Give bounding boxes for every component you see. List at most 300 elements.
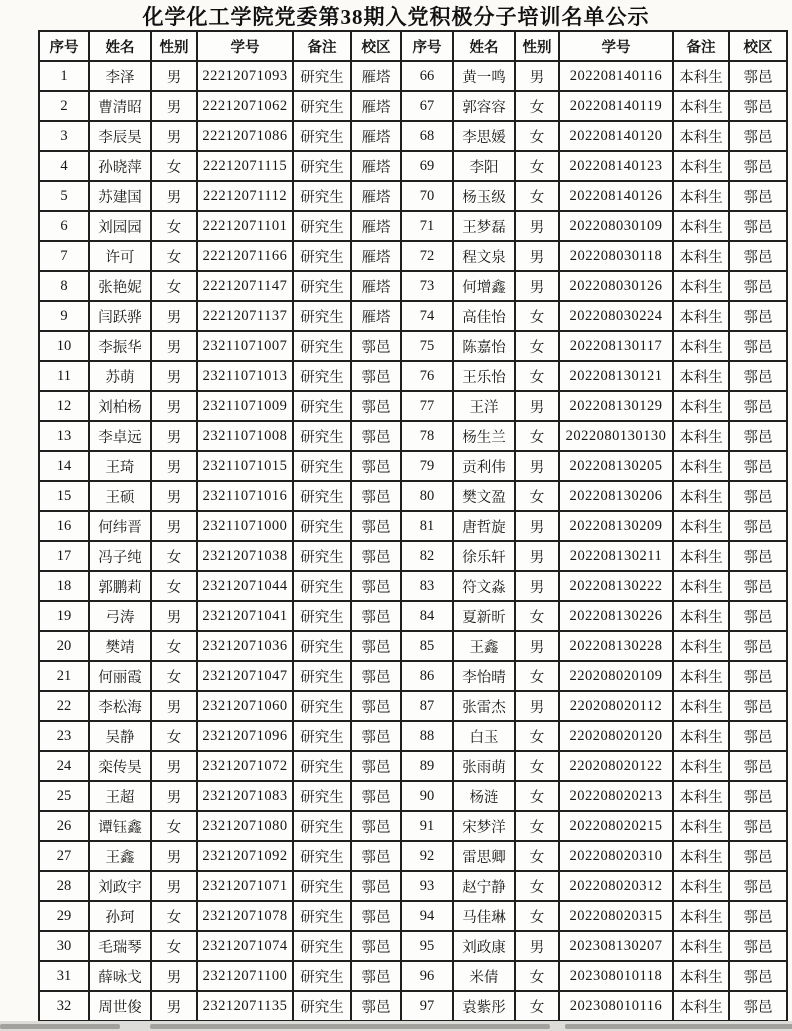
note-cell-right: 本科生: [673, 751, 729, 781]
header-row: [39, 31, 787, 61]
gender-cell-right: 男: [515, 241, 559, 271]
student-id-cell-right: 202208020310: [559, 841, 673, 871]
row-no-cell-right: 88: [401, 721, 453, 751]
name-cell-right: 夏新昕: [453, 601, 515, 631]
note-cell-right: 本科生: [673, 541, 729, 571]
page-edge-shadow: [0, 1021, 792, 1031]
note-cell-right: 本科生: [673, 271, 729, 301]
campus-cell-right: 鄠邑: [729, 91, 787, 121]
note-cell-left: 研究生: [293, 691, 351, 721]
campus-cell-right: 鄠邑: [729, 691, 787, 721]
student-id-cell-right: 202208130117: [559, 331, 673, 361]
student-id-cell-right: 202208030118: [559, 241, 673, 271]
row-no-cell-left: 15: [39, 481, 89, 511]
row-no-cell-right: 83: [401, 571, 453, 601]
student-id-cell-right: 220208020122: [559, 751, 673, 781]
row-no-cell-left: 6: [39, 211, 89, 241]
campus-cell-right: 鄠邑: [729, 361, 787, 391]
student-id-cell-left: 22212071115: [197, 151, 293, 181]
table-row: [39, 481, 787, 511]
row-no-cell-right: 70: [401, 181, 453, 211]
note-cell-left: 研究生: [293, 661, 351, 691]
campus-cell-right: 鄠邑: [729, 61, 787, 91]
student-id-cell-left: 23211071008: [197, 421, 293, 451]
table-row: [39, 631, 787, 661]
row-no-cell-left: 20: [39, 631, 89, 661]
row-no-cell-left: 30: [39, 931, 89, 961]
table-row: [39, 661, 787, 691]
table-row: [39, 331, 787, 361]
campus-cell-left: 鄠邑: [351, 331, 401, 361]
student-id-cell-left: 23211071013: [197, 361, 293, 391]
name-cell-right: 徐乐轩: [453, 541, 515, 571]
table-row: [39, 781, 787, 811]
student-id-cell-left: 23212071072: [197, 751, 293, 781]
note-cell-left: 研究生: [293, 901, 351, 931]
name-cell-right: 李思媛: [453, 121, 515, 151]
note-cell-right: 本科生: [673, 61, 729, 91]
name-cell-left: 许可: [89, 241, 151, 271]
note-cell-left: 研究生: [293, 451, 351, 481]
note-cell-right: 本科生: [673, 241, 729, 271]
row-no-cell-left: 12: [39, 391, 89, 421]
gender-cell-right: 女: [515, 361, 559, 391]
note-cell-right: 本科生: [673, 961, 729, 991]
table-row: [39, 931, 787, 961]
table-row: [39, 721, 787, 751]
note-cell-right: 本科生: [673, 511, 729, 541]
campus-cell-right: 鄠邑: [729, 331, 787, 361]
gender-cell-right: 女: [515, 151, 559, 181]
campus-cell-left: 雁塔: [351, 61, 401, 91]
name-cell-right: 陈嘉怡: [453, 331, 515, 361]
row-no-cell-right: 72: [401, 241, 453, 271]
gender-cell-right: 女: [515, 811, 559, 841]
table-row: [39, 841, 787, 871]
note-cell-left: 研究生: [293, 331, 351, 361]
row-no-cell-right: 71: [401, 211, 453, 241]
student-id-cell-right: 202208140119: [559, 91, 673, 121]
gender-cell-right: 女: [515, 841, 559, 871]
row-no-cell-right: 95: [401, 931, 453, 961]
table-row: [39, 121, 787, 151]
note-cell-left: 研究生: [293, 121, 351, 151]
student-id-cell-right: 220208020112: [559, 691, 673, 721]
gender-cell-right: 女: [515, 331, 559, 361]
note-cell-right: 本科生: [673, 331, 729, 361]
row-no-cell-right: 89: [401, 751, 453, 781]
student-id-cell-left: 23212071060: [197, 691, 293, 721]
row-no-cell-left: 32: [39, 991, 89, 1021]
header-index-left: 序号: [39, 31, 89, 61]
note-cell-left: 研究生: [293, 421, 351, 451]
note-cell-left: 研究生: [293, 181, 351, 211]
campus-cell-right: 鄠邑: [729, 121, 787, 151]
table-row: [39, 511, 787, 541]
name-cell-left: 李松海: [89, 691, 151, 721]
gender-cell-left: 女: [151, 211, 197, 241]
table-row: [39, 241, 787, 271]
name-cell-right: 高佳怡: [453, 301, 515, 331]
student-id-cell-left: 22212071166: [197, 241, 293, 271]
student-id-cell-right: 220208020120: [559, 721, 673, 751]
row-no-cell-right: 91: [401, 811, 453, 841]
table-row: [39, 571, 787, 601]
name-cell-left: 李振华: [89, 331, 151, 361]
gender-cell-left: 男: [151, 421, 197, 451]
student-id-cell-left: 23211071007: [197, 331, 293, 361]
campus-cell-left: 雁塔: [351, 91, 401, 121]
name-cell-right: 雷思卿: [453, 841, 515, 871]
row-no-cell-right: 92: [401, 841, 453, 871]
note-cell-right: 本科生: [673, 121, 729, 151]
campus-cell-right: 鄠邑: [729, 781, 787, 811]
campus-cell-right: 鄠邑: [729, 991, 787, 1021]
gender-cell-right: 女: [515, 751, 559, 781]
campus-cell-left: 鄠邑: [351, 811, 401, 841]
gender-cell-right: 男: [515, 61, 559, 91]
student-id-cell-right: 202208130205: [559, 451, 673, 481]
note-cell-left: 研究生: [293, 91, 351, 121]
table-row: [39, 541, 787, 571]
student-id-cell-right: 220208020109: [559, 661, 673, 691]
table-row: [39, 361, 787, 391]
campus-cell-left: 鄠邑: [351, 571, 401, 601]
table-row: [39, 61, 787, 91]
row-no-cell-right: 90: [401, 781, 453, 811]
student-id-cell-right: 202208130228: [559, 631, 673, 661]
note-cell-right: 本科生: [673, 361, 729, 391]
note-cell-right: 本科生: [673, 931, 729, 961]
campus-cell-right: 鄠邑: [729, 931, 787, 961]
note-cell-right: 本科生: [673, 571, 729, 601]
name-cell-left: 孙晓萍: [89, 151, 151, 181]
note-cell-left: 研究生: [293, 721, 351, 751]
row-no-cell-right: 73: [401, 271, 453, 301]
row-no-cell-right: 69: [401, 151, 453, 181]
student-id-cell-right: 202208030126: [559, 271, 673, 301]
header-student-id-left: 学号: [197, 31, 293, 61]
name-cell-left: 李泽: [89, 61, 151, 91]
campus-cell-right: 鄠邑: [729, 661, 787, 691]
campus-cell-right: 鄠邑: [729, 901, 787, 931]
name-cell-left: 李卓远: [89, 421, 151, 451]
note-cell-right: 本科生: [673, 721, 729, 751]
gender-cell-right: 女: [515, 601, 559, 631]
student-id-cell-left: 23212071044: [197, 571, 293, 601]
note-cell-left: 研究生: [293, 481, 351, 511]
header-name-right: 姓名: [453, 31, 515, 61]
note-cell-left: 研究生: [293, 271, 351, 301]
name-cell-right: 袁紫彤: [453, 991, 515, 1021]
name-cell-right: 赵宁静: [453, 871, 515, 901]
student-id-cell-left: 23212071036: [197, 631, 293, 661]
gender-cell-right: 女: [515, 301, 559, 331]
row-no-cell-right: 74: [401, 301, 453, 331]
gender-cell-left: 女: [151, 631, 197, 661]
row-no-cell-left: 21: [39, 661, 89, 691]
student-id-cell-right: 202308130207: [559, 931, 673, 961]
name-cell-right: 白玉: [453, 721, 515, 751]
campus-cell-left: 鄠邑: [351, 871, 401, 901]
row-no-cell-left: 25: [39, 781, 89, 811]
header-campus-left: 校区: [351, 31, 401, 61]
row-no-cell-right: 79: [401, 451, 453, 481]
student-id-cell-left: 23212071047: [197, 661, 293, 691]
name-cell-right: 张雷杰: [453, 691, 515, 721]
row-no-cell-right: 85: [401, 631, 453, 661]
table-row: [39, 751, 787, 781]
note-cell-right: 本科生: [673, 781, 729, 811]
row-no-cell-left: 23: [39, 721, 89, 751]
campus-cell-left: 雁塔: [351, 181, 401, 211]
note-cell-left: 研究生: [293, 961, 351, 991]
gender-cell-left: 男: [151, 331, 197, 361]
gender-cell-right: 女: [515, 781, 559, 811]
name-cell-left: 苏萌: [89, 361, 151, 391]
table-row: [39, 451, 787, 481]
student-id-cell-left: 22212071093: [197, 61, 293, 91]
note-cell-right: 本科生: [673, 661, 729, 691]
name-cell-left: 何纬晋: [89, 511, 151, 541]
gender-cell-left: 男: [151, 301, 197, 331]
student-id-cell-right: 202208140120: [559, 121, 673, 151]
note-cell-left: 研究生: [293, 301, 351, 331]
name-cell-left: 苏建国: [89, 181, 151, 211]
gender-cell-left: 男: [151, 451, 197, 481]
student-id-cell-left: 22212071137: [197, 301, 293, 331]
row-no-cell-left: 10: [39, 331, 89, 361]
name-cell-right: 米倩: [453, 961, 515, 991]
name-cell-right: 杨涟: [453, 781, 515, 811]
row-no-cell-right: 80: [401, 481, 453, 511]
roster-table: [38, 30, 788, 1022]
note-cell-left: 研究生: [293, 751, 351, 781]
name-cell-left: 孙珂: [89, 901, 151, 931]
row-no-cell-right: 75: [401, 331, 453, 361]
name-cell-right: 刘政康: [453, 931, 515, 961]
campus-cell-right: 鄠邑: [729, 511, 787, 541]
gender-cell-right: 女: [515, 481, 559, 511]
campus-cell-left: 鄠邑: [351, 601, 401, 631]
campus-cell-left: 鄠邑: [351, 361, 401, 391]
note-cell-right: 本科生: [673, 691, 729, 721]
row-no-cell-right: 93: [401, 871, 453, 901]
note-cell-right: 本科生: [673, 421, 729, 451]
campus-cell-right: 鄠邑: [729, 241, 787, 271]
row-no-cell-left: 19: [39, 601, 89, 631]
table-row: [39, 211, 787, 241]
student-id-cell-right: 202208130211: [559, 541, 673, 571]
campus-cell-right: 鄠邑: [729, 751, 787, 781]
name-cell-left: 李辰昊: [89, 121, 151, 151]
shadow-segment: [0, 1024, 120, 1029]
note-cell-right: 本科生: [673, 451, 729, 481]
note-cell-left: 研究生: [293, 61, 351, 91]
row-no-cell-left: 22: [39, 691, 89, 721]
note-cell-right: 本科生: [673, 151, 729, 181]
header-note-left: 备注: [293, 31, 351, 61]
student-id-cell-left: 22212071147: [197, 271, 293, 301]
student-id-cell-left: 22212071101: [197, 211, 293, 241]
gender-cell-left: 男: [151, 841, 197, 871]
campus-cell-left: 鄠邑: [351, 721, 401, 751]
student-id-cell-left: 23212071038: [197, 541, 293, 571]
gender-cell-right: 男: [515, 211, 559, 241]
name-cell-left: 谭钰鑫: [89, 811, 151, 841]
student-id-cell-right: 202208140116: [559, 61, 673, 91]
row-no-cell-left: 18: [39, 571, 89, 601]
student-id-cell-right: 202208140126: [559, 181, 673, 211]
name-cell-right: 杨生兰: [453, 421, 515, 451]
student-id-cell-left: 23212071078: [197, 901, 293, 931]
name-cell-left: 郭鹏莉: [89, 571, 151, 601]
gender-cell-right: 女: [515, 871, 559, 901]
student-id-cell-right: 202208020213: [559, 781, 673, 811]
name-cell-right: 张雨萌: [453, 751, 515, 781]
student-id-cell-right: 202208030224: [559, 301, 673, 331]
gender-cell-right: 男: [515, 631, 559, 661]
student-id-cell-right: 202208020315: [559, 901, 673, 931]
name-cell-right: 王洋: [453, 391, 515, 421]
gender-cell-left: 男: [151, 601, 197, 631]
campus-cell-right: 鄠邑: [729, 181, 787, 211]
table-row: [39, 811, 787, 841]
gender-cell-left: 男: [151, 121, 197, 151]
name-cell-right: 符文淼: [453, 571, 515, 601]
campus-cell-right: 鄠邑: [729, 391, 787, 421]
student-id-cell-right: 202208130222: [559, 571, 673, 601]
student-id-cell-left: 23212071100: [197, 961, 293, 991]
note-cell-left: 研究生: [293, 211, 351, 241]
note-cell-left: 研究生: [293, 841, 351, 871]
note-cell-right: 本科生: [673, 181, 729, 211]
name-cell-left: 刘柏杨: [89, 391, 151, 421]
name-cell-left: 张艳妮: [89, 271, 151, 301]
campus-cell-left: 雁塔: [351, 271, 401, 301]
campus-cell-left: 鄠邑: [351, 751, 401, 781]
gender-cell-left: 男: [151, 481, 197, 511]
gender-cell-left: 男: [151, 961, 197, 991]
note-cell-left: 研究生: [293, 511, 351, 541]
note-cell-right: 本科生: [673, 211, 729, 241]
gender-cell-left: 女: [151, 901, 197, 931]
student-id-cell-left: 23212071074: [197, 931, 293, 961]
gender-cell-right: 女: [515, 181, 559, 211]
note-cell-right: 本科生: [673, 301, 729, 331]
name-cell-right: 樊文盈: [453, 481, 515, 511]
campus-cell-left: 雁塔: [351, 241, 401, 271]
campus-cell-left: 雁塔: [351, 211, 401, 241]
campus-cell-left: 鄠邑: [351, 901, 401, 931]
campus-cell-left: 鄠邑: [351, 781, 401, 811]
header-index-right: 序号: [401, 31, 453, 61]
student-id-cell-right: 2022080130130: [559, 421, 673, 451]
name-cell-right: 郭容容: [453, 91, 515, 121]
note-cell-left: 研究生: [293, 991, 351, 1021]
row-no-cell-left: 4: [39, 151, 89, 181]
note-cell-left: 研究生: [293, 391, 351, 421]
student-id-cell-left: 23212071080: [197, 811, 293, 841]
student-id-cell-left: 23211071016: [197, 481, 293, 511]
gender-cell-left: 男: [151, 361, 197, 391]
campus-cell-left: 雁塔: [351, 301, 401, 331]
campus-cell-left: 鄠邑: [351, 391, 401, 421]
name-cell-left: 王超: [89, 781, 151, 811]
campus-cell-right: 鄠邑: [729, 421, 787, 451]
gender-cell-left: 男: [151, 511, 197, 541]
note-cell-left: 研究生: [293, 541, 351, 571]
gender-cell-left: 女: [151, 661, 197, 691]
row-no-cell-right: 66: [401, 61, 453, 91]
name-cell-left: 刘园园: [89, 211, 151, 241]
campus-cell-right: 鄠邑: [729, 841, 787, 871]
name-cell-right: 王鑫: [453, 631, 515, 661]
shadow-segment: [150, 1024, 550, 1029]
campus-cell-left: 鄠邑: [351, 511, 401, 541]
gender-cell-right: 男: [515, 931, 559, 961]
note-cell-left: 研究生: [293, 931, 351, 961]
campus-cell-right: 鄠邑: [729, 271, 787, 301]
student-id-cell-left: 22212071062: [197, 91, 293, 121]
campus-cell-right: 鄠邑: [729, 721, 787, 751]
row-no-cell-left: 27: [39, 841, 89, 871]
header-name-left: 姓名: [89, 31, 151, 61]
table-row: [39, 391, 787, 421]
student-id-cell-right: 202308010116: [559, 991, 673, 1021]
note-cell-left: 研究生: [293, 151, 351, 181]
note-cell-left: 研究生: [293, 871, 351, 901]
name-cell-left: 栾传昊: [89, 751, 151, 781]
table-row: [39, 991, 787, 1021]
campus-cell-left: 鄠邑: [351, 421, 401, 451]
student-id-cell-right: 202208020215: [559, 811, 673, 841]
row-no-cell-left: 8: [39, 271, 89, 301]
name-cell-right: 程文泉: [453, 241, 515, 271]
row-no-cell-left: 28: [39, 871, 89, 901]
row-no-cell-left: 9: [39, 301, 89, 331]
gender-cell-left: 女: [151, 811, 197, 841]
row-no-cell-right: 97: [401, 991, 453, 1021]
name-cell-right: 李怡晴: [453, 661, 515, 691]
note-cell-left: 研究生: [293, 601, 351, 631]
gender-cell-right: 女: [515, 901, 559, 931]
name-cell-left: 薛咏戈: [89, 961, 151, 991]
row-no-cell-right: 94: [401, 901, 453, 931]
campus-cell-right: 鄠邑: [729, 541, 787, 571]
table-row: [39, 901, 787, 931]
header-note-right: 备注: [673, 31, 729, 61]
gender-cell-left: 女: [151, 541, 197, 571]
name-cell-right: 贡利伟: [453, 451, 515, 481]
student-id-cell-right: 202308010118: [559, 961, 673, 991]
note-cell-right: 本科生: [673, 481, 729, 511]
gender-cell-left: 女: [151, 271, 197, 301]
student-id-cell-right: 202208130209: [559, 511, 673, 541]
gender-cell-right: 女: [515, 721, 559, 751]
gender-cell-right: 女: [515, 661, 559, 691]
row-no-cell-left: 7: [39, 241, 89, 271]
row-no-cell-right: 84: [401, 601, 453, 631]
row-no-cell-left: 14: [39, 451, 89, 481]
note-cell-right: 本科生: [673, 811, 729, 841]
student-id-cell-right: 202208130121: [559, 361, 673, 391]
student-id-cell-left: 23212071092: [197, 841, 293, 871]
name-cell-right: 王梦磊: [453, 211, 515, 241]
campus-cell-right: 鄠邑: [729, 301, 787, 331]
shadow-segment: [565, 1024, 792, 1029]
gender-cell-right: 女: [515, 961, 559, 991]
